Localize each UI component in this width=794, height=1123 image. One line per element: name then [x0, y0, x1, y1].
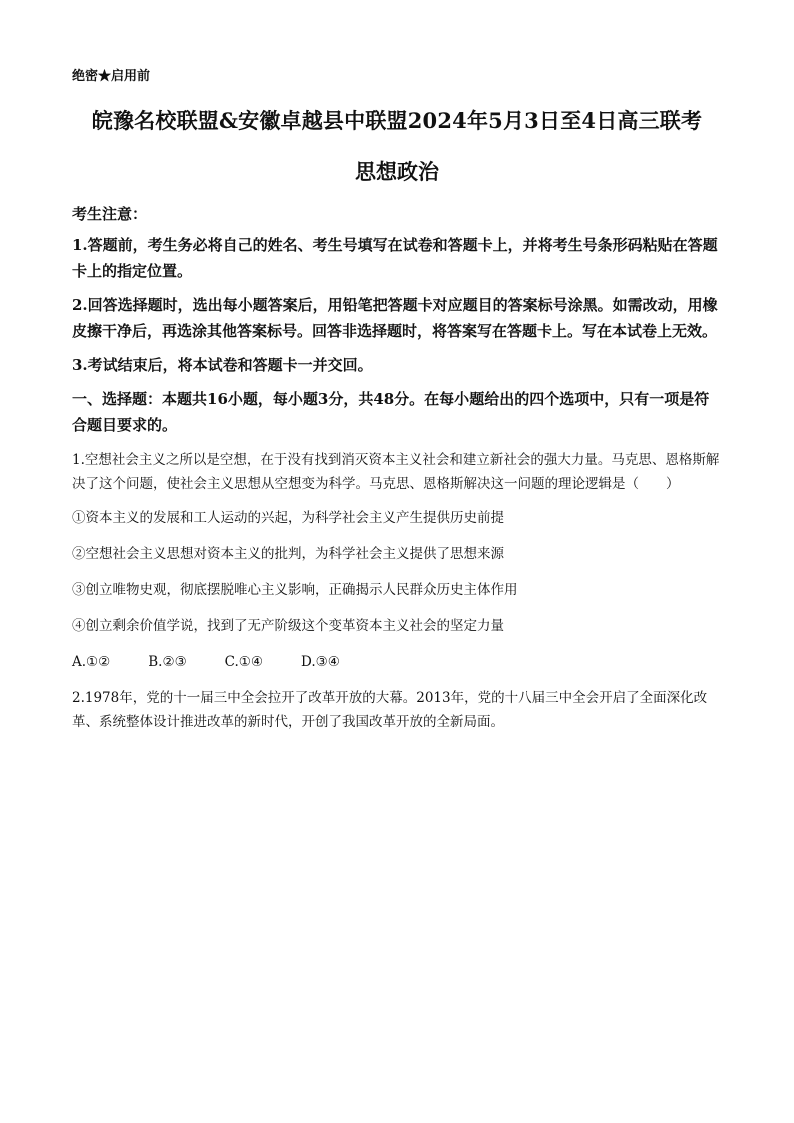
- question-1-option: ①资本主义的发展和工人运动的兴起，为科学社会主义产生提供历史前提: [72, 510, 504, 526]
- subject-title: 思想政治: [355, 159, 439, 184]
- question-2-stem: 2.1978年，党的十一届三中全会拉开了改革开放的大幕。2013年，党的十八届三中全会开启了全面深化改革、系统整体设计推进改革的新时代，开创了我国改革开放的全新局面。: [72, 690, 708, 730]
- choice-d: D.③④: [301, 654, 340, 670]
- confidential-mark: 绝密★启用前: [72, 69, 151, 84]
- question-1-option: ③创立唯物史观，彻底摆脱唯心主义影响，正确揭示人民群众历史主体作用: [72, 582, 518, 598]
- exam-content: [72, 202, 722, 744]
- question-1-option: ②空想社会主义思想对资本主义的批判，为科学社会主义提供了思想来源: [72, 546, 504, 562]
- question-1-stem: 1.空想社会主义之所以是空想，在于没有找到消灭资本主义社会和建立新社会的强大力量。马克思、恩格斯解决了这个问题，使社会主义思想从空想变为科学。马克思、恩格斯解决这一问题的理论逻辑是（ ）: [72, 452, 720, 492]
- notice-heading: 考生注意：: [72, 205, 148, 223]
- question-1-choices: [72, 650, 722, 674]
- notice-item: 3.考试结束后，将本试卷和答题卡一并交回。: [72, 356, 373, 374]
- section-heading: 一、选择题：本题共16小题，每小题3分，共48分。在每小题给出的四个选项中，只有一项是符合题目要求的。: [72, 390, 710, 434]
- notice-item: 2.回答选择题时，选出每小题答案后，用铅笔把答题卡对应题目的答案标号涂黑。如需改动，用橡皮擦干净后，再选涂其他答案标号。回答非选择题时，将答案写在答题卡上。写在本试卷上无效。: [72, 296, 718, 340]
- choice-b: B.②③: [148, 654, 187, 670]
- exam-title: 皖豫名校联盟&安徽卓越县中联盟2024年5月3日至4日高三联考: [91, 108, 703, 133]
- choice-a: A.①②: [72, 654, 111, 670]
- notice-item: 1.答题前，考生务必将自己的姓名、考生号填写在试卷和答题卡上，并将考生号条形码粘贴在答题卡上的指定位置。: [72, 236, 718, 280]
- question-1-option: ④创立剩余价值学说，找到了无产阶级这个变革资本主义社会的坚定力量: [72, 618, 504, 634]
- choice-c: C.①④: [224, 654, 264, 670]
